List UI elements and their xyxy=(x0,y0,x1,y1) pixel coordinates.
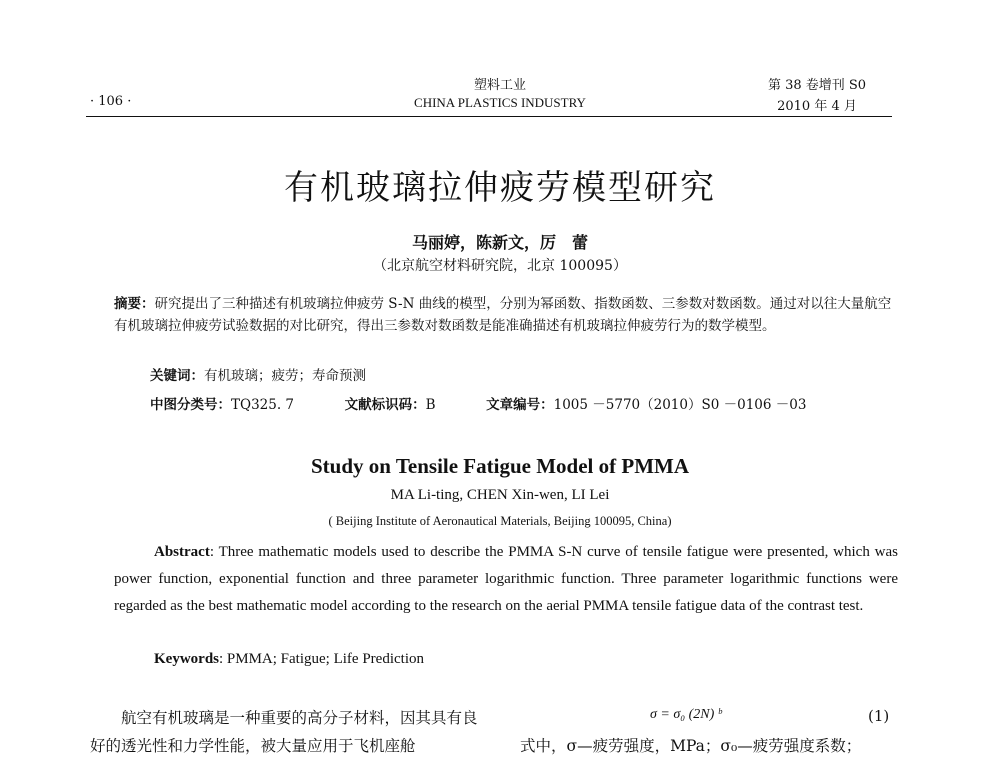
abstract-cn-label: 摘要： xyxy=(114,296,155,312)
keywords-en-label: Keywords xyxy=(154,651,219,667)
equation-number: (1) xyxy=(868,707,890,725)
page-number: · 106 · xyxy=(90,94,132,109)
header-divider xyxy=(86,116,892,117)
abstract-cn xyxy=(114,293,898,337)
keywords-cn xyxy=(150,364,366,384)
paper-title-en: Study on Tensile Fatigue Model of PMMA xyxy=(310,454,689,478)
equation-1: σ = σ₀ (2N) ᵇ xyxy=(650,707,722,722)
clc-value: TQ325. 7 xyxy=(231,397,295,413)
doc-code-label: 文献标识码： xyxy=(344,397,426,413)
abstract-en-text: : Three mathematic models used to describe the PMMA S-N curve of tensile fatigue were presented, which was power function, exponential function and three parameter logarithmic function. Three parameter logarithmic functions were regarded as the best mathematic model according to the research on the aerial PMMA tensile fatigue data of the contrast test. xyxy=(114,544,898,614)
authors-cn: 马丽婷，陈新文，厉 蕾 xyxy=(411,233,588,252)
journal-name-cn: 塑料工业 xyxy=(473,78,526,93)
keywords-cn-text: 有机玻璃；疲劳；寿命预测 xyxy=(204,368,366,384)
body-left-column: 航空有机玻璃是一种重要的高分子材料，因其具有良好的透光性和力学性能，被大量应用于飞机座舱 xyxy=(90,709,478,755)
issue-date: 2010 年 4 月 xyxy=(777,99,857,114)
journal-name-en: CHINA PLASTICS INDUSTRY xyxy=(414,95,586,110)
clc-label: 中图分类号： xyxy=(150,397,231,413)
issue-info: 第 38 卷增刊 S0 xyxy=(767,78,867,93)
keywords-en-text: : PMMA; Fatigue; Life Prediction xyxy=(219,651,424,667)
classification-line xyxy=(150,393,806,413)
body-right-column: 式中，σ—疲劳强度，MPa；σ₀—疲劳强度系数； xyxy=(520,737,862,755)
article-no-value: 1005 －5770（2010）S0 －0106 －03 xyxy=(553,397,807,413)
keywords-cn-label: 关键词： xyxy=(150,368,204,384)
keywords-en xyxy=(154,651,424,668)
authors-en: MA Li-ting, CHEN Xin-wen, LI Lei xyxy=(390,487,610,503)
abstract-en xyxy=(114,539,898,620)
affiliation-en: ( Beijing Institute of Aeronautical Materials, Beijing 100095, China) xyxy=(328,514,672,528)
article-no-label: 文章编号： xyxy=(486,397,554,413)
paper-title-cn: 有机玻璃拉伸疲劳模型研究 xyxy=(284,168,716,208)
abstract-en-label: Abstract xyxy=(154,544,210,560)
affiliation-cn: （北京航空材料研究院，北京 100095） xyxy=(373,258,627,274)
abstract-cn-text: 研究提出了三种描述有机玻璃拉伸疲劳 S-N 曲线的模型，分别为幂函数、指数函数、三参数对数函数。通过对以往大量航空有机玻璃拉伸疲劳试验数据的对比研究，得出三参数对数函数是能准确描述有机玻璃拉伸疲劳行为的数学模型。 xyxy=(114,296,892,334)
doc-code-value: B xyxy=(425,397,436,413)
